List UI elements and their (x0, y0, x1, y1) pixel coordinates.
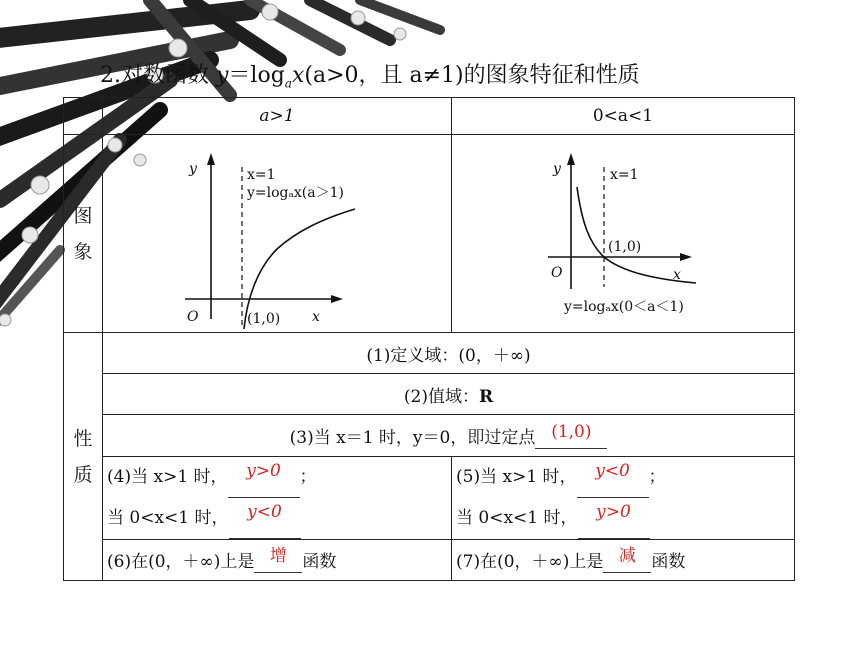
prop-6-blank (254, 547, 302, 573)
prop-4b-text: 当 0<x<1 时， (107, 508, 229, 528)
row-label-prop-2: 质 (73, 463, 93, 486)
prop-4b-answer: y<0 (247, 502, 282, 522)
prop-5a-answer: y<0 (595, 461, 630, 481)
graph1-y-label: y (189, 160, 197, 177)
properties-table (63, 97, 795, 581)
prop-4a-text: (4)当 x>1 时， (107, 467, 228, 487)
y-axis-arrow (207, 153, 215, 165)
header-a-gt-1 (103, 98, 452, 135)
corner-cell (64, 98, 103, 135)
x-axis-arrow (680, 253, 692, 261)
prop-range-value: R (478, 386, 494, 407)
prop-5 (452, 457, 795, 540)
prop-4 (103, 457, 452, 540)
title-prefix: 2.对数函数 (100, 63, 216, 88)
prop-fixed-answer: (1,0) (551, 421, 592, 442)
header-a-lt-1-text: 0<a<1 (592, 106, 654, 126)
graph2-point: (1,0) (608, 238, 642, 255)
graph2-eq-label: y=logₐx(0＜a＜1) (564, 298, 684, 315)
graph1-origin: O (187, 308, 199, 325)
prop-5b-answer: y>0 (596, 502, 631, 522)
prop-6-answer: 增 (269, 546, 287, 566)
prop-6 (103, 540, 452, 581)
row-label-prop-1: 性 (73, 427, 93, 450)
prop-fixed-point (103, 415, 795, 457)
prop-4a-semicolon: ； (299, 467, 317, 487)
row-label-graph-1: 图 (73, 204, 93, 227)
row-label-graph-2: 象 (73, 240, 93, 263)
graph-increasing-cell (103, 135, 452, 333)
prop-5a-semicolon: ； (648, 467, 666, 487)
prop-5a-blank (577, 457, 649, 498)
prop-6-prefix: (6)在(0，＋∞)上是 (107, 552, 255, 572)
page-title (100, 58, 640, 90)
prop-5a-text: (5)当 x>1 时， (456, 467, 577, 487)
graph2-origin: O (551, 264, 563, 281)
y-axis-arrow (567, 153, 575, 165)
prop-4b-blank (229, 498, 301, 539)
prop-range-prefix: (2)值域： (403, 386, 479, 407)
prop-4a-blank (228, 457, 300, 498)
title-eq: ＝log (228, 63, 285, 88)
graph2-x-label: x (673, 266, 681, 283)
prop-4a-answer: y>0 (246, 461, 281, 481)
prop-7-prefix: (7)在(0，＋∞)上是 (456, 552, 604, 572)
prop-5b-text: 当 0<x<1 时， (456, 508, 578, 528)
graph2-x1-label: x=1 (610, 166, 639, 183)
graph1-point: (1,0) (247, 310, 281, 327)
row-label-properties (64, 333, 103, 581)
prop-fixed-prefix: (3)当 x＝1 时，y＝0，即过定点 (289, 427, 536, 448)
title-x: x (291, 63, 305, 88)
prop-7-blank (603, 547, 651, 573)
prop-7-answer: 减 (618, 546, 636, 566)
title-sub: a (284, 76, 292, 91)
prop-7 (452, 540, 795, 581)
prop-5b-blank (578, 498, 650, 539)
header-a-lt-1 (452, 98, 795, 135)
graph2-y-label: y (553, 160, 561, 177)
graph-decreasing-cell (452, 135, 795, 333)
graph1-x1-label: x=1 (247, 166, 276, 183)
graph-increasing (107, 139, 447, 329)
prop-6-func: 函数 (302, 552, 337, 572)
title-y: y (215, 63, 229, 88)
graph-decreasing (456, 139, 786, 329)
graph1-eq-label: y=logₐx(a＞1) (247, 184, 344, 201)
title-cond: (a>0，且 a≠1)的图象特征和性质 (304, 63, 640, 88)
header-a-gt-1-text: a>1 (259, 106, 295, 126)
x-axis-arrow (331, 295, 343, 303)
prop-7-func: 函数 (651, 552, 686, 572)
prop-fixed-blank (535, 421, 607, 449)
graph1-x-label: x (312, 308, 320, 325)
prop-domain: (1)定义域：(0，＋∞) (103, 333, 795, 374)
prop-range (103, 374, 795, 415)
row-label-graph (64, 135, 103, 333)
